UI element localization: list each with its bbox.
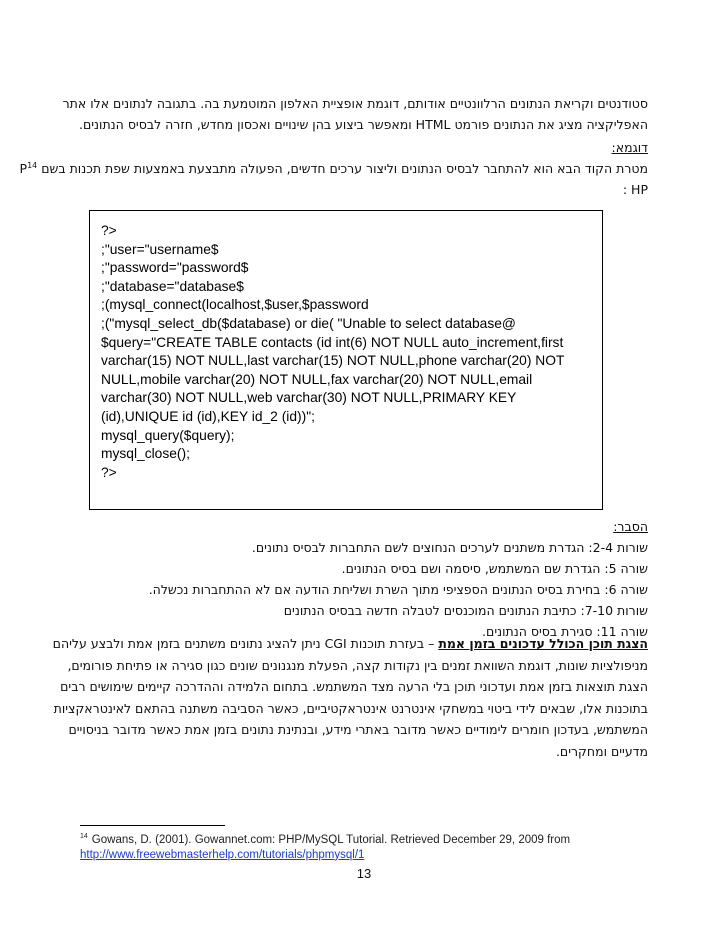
intro-line: האפליקציה מציג את הנתונים פורמט HTML ומאפשר ביצוע בהן שינויים ואכסון מחדש, חזרה לבסיס הנתונים. <box>78 117 648 132</box>
code-line: ;"database="database$ <box>101 278 244 294</box>
footnote-citation <box>80 829 648 848</box>
realtime-paragraph <box>52 633 648 762</box>
code-line: ;"password="password$ <box>101 260 249 276</box>
code-line: NULL,mobile varchar(20) NOT NULL,fax varchar(20) NOT NULL,email <box>101 371 533 387</box>
example-line: : HP <box>622 182 648 198</box>
explanation-section <box>100 516 648 642</box>
example-line-text: מטרת הקוד הבא הוא להתחבר לבסיס הנתונים וליצור ערכים חדשים, הפעולה מתבצעת באמצעות שפת תכנות בשם P <box>19 161 648 177</box>
explanation-heading: הסבר: <box>613 519 648 534</box>
footnote-mark: 14 <box>80 833 88 840</box>
explanation-line: שורה 11: סגירת בסיס הנתונים. <box>482 624 648 639</box>
explanation-line: שורה 5: הגדרת שם המשתמש, סיסמה ושם בסיס הנתונים. <box>341 561 648 576</box>
footnote-text: Gowans, D. (2001). Gowannet.com: PHP/MySQL Tutorial. Retrieved December 29, 2009 from <box>91 833 571 846</box>
explanation-line: שורות 2-4: הגדרת משתנים לערכים הנחוצים לשם התחברות לבסיס נתונים. <box>251 540 648 555</box>
intro-paragraph <box>62 93 648 135</box>
footnote-link[interactable]: http://www.freewebmasterhelp.com/tutorials/phpmysql/1 <box>80 848 365 861</box>
code-line: ;("mysql_select_db($database) or die( "Unable to select database@ <box>101 315 516 331</box>
footnote-divider <box>80 825 225 826</box>
realtime-line: מדעיים ומחקרים. <box>555 743 648 759</box>
example-line <box>19 155 648 179</box>
code-line: mysql_query($query); <box>101 427 235 443</box>
code-line: $query="CREATE TABLE contacts (id int(6) NOT NULL auto_increment,first <box>101 334 564 350</box>
code-line: ?> <box>101 223 117 238</box>
intro-line: סטודנטים וקריאת הנתונים הרלוונטיים אודותם, דוגמת אופציית האלפון המוטמעת בה. בתגובה לנתונים אלו אתר <box>62 96 648 111</box>
code-line: ;"user="username$ <box>101 241 219 257</box>
realtime-line: מניפולציות שונות, דוגמת השוואת זמנים בין נקודות קצה, הפעלת מנגנונים שונים כגון סגירה או פתיחת פורומים, <box>67 657 648 673</box>
code-line: mysql_close(); <box>101 446 190 462</box>
footnote <box>80 829 648 863</box>
realtime-line: הצגת תוצאות בזמן אמת ועדכוני תוכן בלי הרעה מצד המשתמש. בתחום הלמידה וההדרכה קיימים שימושים רבים <box>60 679 648 694</box>
footnote-reference[interactable]: 14 <box>27 161 38 170</box>
realtime-line: בתוכנות אלו, שבאים לידי ביטוי במשחקי אינטרנט אינטראקטיביים, כאשר הסביבה משתנה בהתאם לאינטראקציות <box>53 700 648 716</box>
code-line: (id),UNIQUE id (id),KEY id_2 (id))"; <box>101 408 315 424</box>
realtime-line <box>52 633 648 655</box>
realtime-line-text: – בעזרת תוכנות CGI ניתן להציג נתונים משתנים בזמן אמת ולבצע עליהם <box>52 636 439 651</box>
example-paragraph <box>19 155 648 200</box>
page-number: 13 <box>356 866 372 881</box>
code-box <box>89 210 603 510</box>
code-line: ;(mysql_connect(localhost,$user,$password <box>101 297 369 313</box>
realtime-line: המשתמש, בעדכון חומרים לימודיים כאשר מדובר באתרי מידע, ובנתינת נתונים בזמן אמת כאשר מדובר בניסויים <box>68 722 648 737</box>
explanation-line: שורות 7-10: כתיבת הנתונים המוכנסים לטבלה חדשה בבסיס הנתונים <box>283 603 648 618</box>
realtime-heading: הצגת תוכן הכולל עדכונים בזמן אמת <box>438 636 648 651</box>
code-line: varchar(15) NOT NULL,last varchar(15) NOT NULL,phone varchar(20) NOT <box>101 353 565 369</box>
code-line: ?> <box>101 464 117 480</box>
code-block <box>101 222 564 482</box>
example-heading: דוגמא: <box>611 140 648 155</box>
explanation-line: שורה 6: בחירת בסיס הנתונים הספציפי מתוך השרת ושליחת הודעה אם לא ההתחברות נכשלה. <box>148 582 648 597</box>
code-line: varchar(30) NOT NULL,web varchar(30) NOT NULL,PRIMARY KEY <box>101 390 517 406</box>
